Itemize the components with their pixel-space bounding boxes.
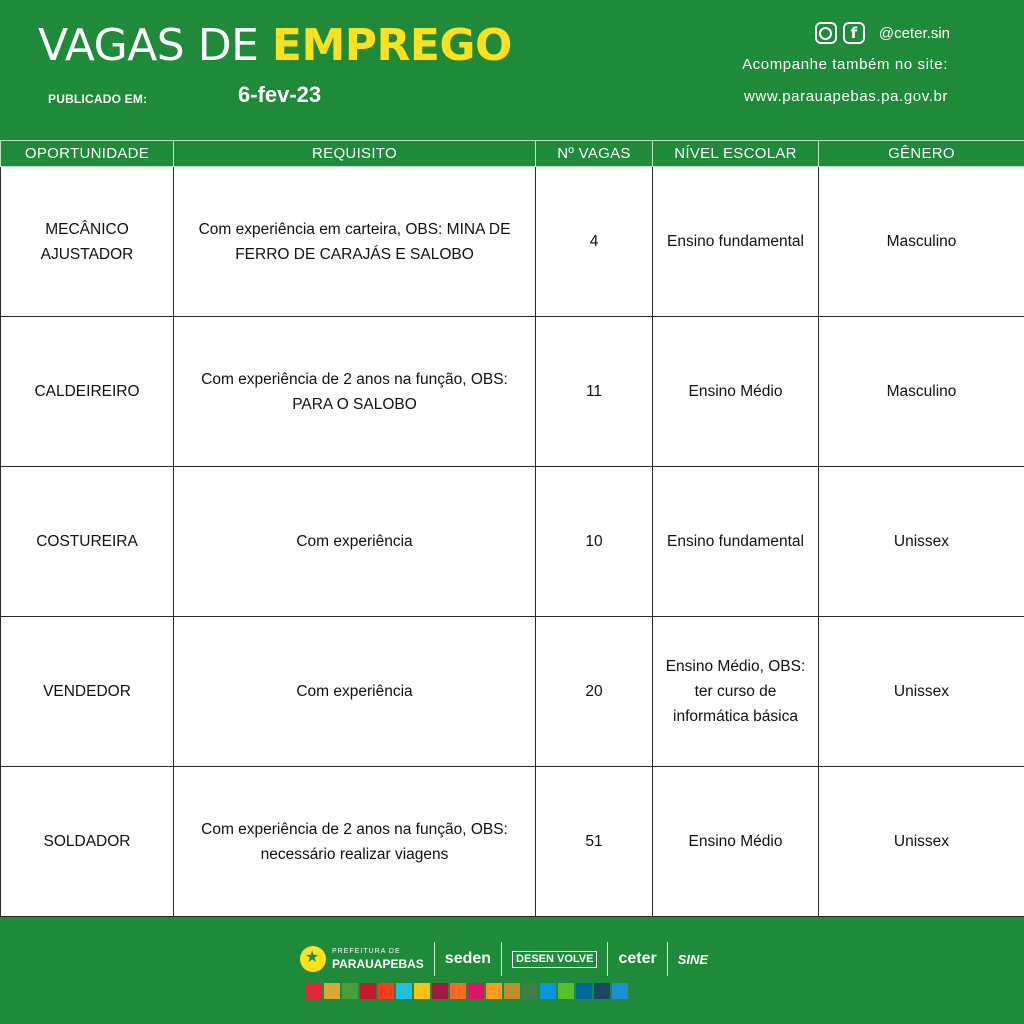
desenvolve-logo: DESEN VOLVE bbox=[512, 951, 597, 968]
column-header: REQUISITO bbox=[174, 141, 536, 167]
ods-icons-strip bbox=[306, 983, 628, 999]
cell-vacancies: 20 bbox=[536, 617, 653, 767]
cell-opportunity: CALDEIREIRO bbox=[1, 317, 174, 467]
seden-logo: seden bbox=[444, 950, 492, 967]
cell-education: Ensino Médio bbox=[653, 317, 819, 467]
published-label: PUBLICADO EM: bbox=[48, 92, 148, 106]
cell-education: Ensino Médio, OBS: ter curso de informática básica bbox=[653, 617, 819, 767]
table-row bbox=[1, 617, 1024, 767]
partner-logos bbox=[300, 939, 720, 979]
title-part-1: VAGAS DE bbox=[38, 20, 259, 71]
prefeitura-label: PREFEITURA DE bbox=[332, 948, 401, 955]
logo-divider bbox=[501, 942, 502, 976]
cell-opportunity: VENDEDOR bbox=[1, 617, 174, 767]
ods-goal-icon bbox=[522, 983, 538, 999]
jobs-table bbox=[0, 140, 1024, 917]
table-row bbox=[1, 317, 1024, 467]
cell-opportunity: COSTUREIRA bbox=[1, 467, 174, 617]
ods-goal-icon bbox=[504, 983, 520, 999]
ods-goal-icon bbox=[306, 983, 322, 999]
ods-goal-icon bbox=[360, 983, 376, 999]
footer-banner bbox=[0, 917, 1024, 1024]
column-header: Nº VAGAS bbox=[536, 141, 653, 167]
facebook-icon[interactable]: f bbox=[843, 22, 865, 44]
cell-education: Ensino fundamental bbox=[653, 467, 819, 617]
cell-requirement: Com experiência de 2 anos na função, OBS: necessário realizar viagens bbox=[174, 767, 536, 917]
ods-goal-icon bbox=[378, 983, 394, 999]
ods-goal-icon bbox=[486, 983, 502, 999]
social-links bbox=[815, 22, 950, 44]
ods-goal-icon bbox=[414, 983, 430, 999]
website-link[interactable]: www.parauapebas.pa.gov.br bbox=[743, 88, 948, 105]
prefeitura-name: PARAUAPEBAS bbox=[332, 957, 424, 971]
instagram-icon[interactable] bbox=[815, 22, 837, 44]
column-header: NÍVEL ESCOLAR bbox=[653, 141, 819, 167]
social-handle[interactable]: @ceter.sin bbox=[878, 24, 950, 42]
logo-divider bbox=[607, 942, 608, 976]
logo-divider bbox=[667, 942, 668, 976]
ods-goal-icon bbox=[342, 983, 358, 999]
ods-goal-icon bbox=[558, 983, 574, 999]
cell-gender: Masculino bbox=[819, 167, 1024, 317]
column-header: OPORTUNIDADE bbox=[1, 141, 174, 167]
ods-goal-icon bbox=[576, 983, 592, 999]
cell-gender: Masculino bbox=[819, 317, 1024, 467]
prefeitura-logo bbox=[300, 946, 424, 972]
table-row bbox=[1, 467, 1024, 617]
cell-vacancies: 4 bbox=[536, 167, 653, 317]
published-date: 6-fev-23 bbox=[238, 82, 322, 107]
cell-vacancies: 10 bbox=[536, 467, 653, 617]
ods-goal-icon bbox=[468, 983, 484, 999]
logo-divider bbox=[434, 942, 435, 976]
cell-requirement: Com experiência bbox=[174, 617, 536, 767]
cell-gender: Unissex bbox=[819, 767, 1024, 917]
ods-goal-icon bbox=[396, 983, 412, 999]
cell-requirement: Com experiência em carteira, OBS: MINA DE FERRO DE CARAJÁS E SALOBO bbox=[174, 167, 536, 317]
cell-gender: Unissex bbox=[819, 467, 1024, 617]
page-title bbox=[38, 20, 512, 72]
title-part-2: EMPREGO bbox=[271, 20, 512, 71]
also-follow-text: Acompanhe também no site: bbox=[742, 56, 948, 73]
table-row bbox=[1, 767, 1024, 917]
table-row bbox=[1, 167, 1024, 317]
table-header-row bbox=[1, 141, 1024, 167]
cell-education: Ensino Médio bbox=[653, 767, 819, 917]
ods-goal-icon bbox=[612, 983, 628, 999]
cell-requirement: Com experiência bbox=[174, 467, 536, 617]
cell-requirement: Com experiência de 2 anos na função, OBS: PARA O SALOBO bbox=[174, 317, 536, 467]
sine-logo: SINE bbox=[677, 951, 709, 967]
header-banner bbox=[0, 0, 1024, 140]
cell-opportunity: MECÂNICO AJUSTADOR bbox=[1, 167, 174, 317]
column-header: GÊNERO bbox=[819, 141, 1024, 167]
cell-education: Ensino fundamental bbox=[653, 167, 819, 317]
ods-goal-icon bbox=[540, 983, 556, 999]
ods-goal-icon bbox=[324, 983, 340, 999]
cell-vacancies: 11 bbox=[536, 317, 653, 467]
ods-goal-icon bbox=[432, 983, 448, 999]
ceter-logo: ceter bbox=[618, 950, 657, 967]
cell-vacancies: 51 bbox=[536, 767, 653, 917]
star-icon bbox=[300, 946, 326, 972]
ods-goal-icon bbox=[450, 983, 466, 999]
cell-opportunity: SOLDADOR bbox=[1, 767, 174, 917]
ods-goal-icon bbox=[594, 983, 610, 999]
cell-gender: Unissex bbox=[819, 617, 1024, 767]
